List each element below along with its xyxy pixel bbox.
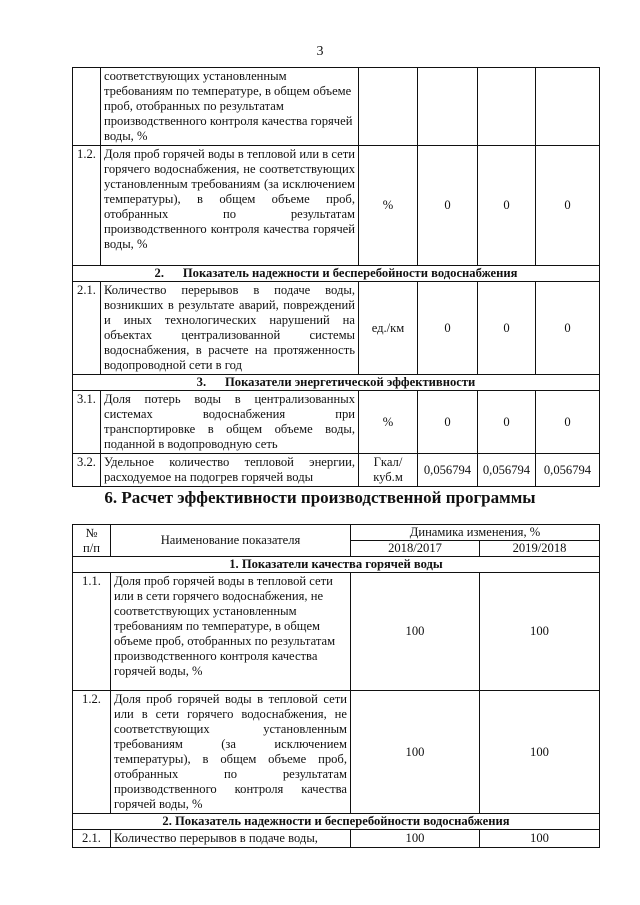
section-heading: 6. Расчет эффективности производственной программы — [104, 488, 536, 507]
value-cell: 0 — [536, 146, 600, 266]
value-cell: 100 — [480, 573, 600, 691]
value-cell: 0 — [478, 391, 536, 454]
unit-cell: Гкал/ куб.м — [359, 454, 418, 487]
section-title: 2. Показатель надежности и бесперебойности водоснабжения — [73, 266, 600, 282]
section-title: 2. Показатель надежности и бесперебойности водоснабжения — [73, 814, 600, 830]
row-number: 1.1. — [73, 573, 111, 691]
header-dynamics: Динамика изменения, % — [351, 525, 600, 541]
table-row — [73, 68, 600, 146]
table-row — [73, 391, 600, 454]
table-row — [73, 146, 600, 266]
table-row — [73, 573, 600, 691]
value-cell: 100 — [351, 573, 480, 691]
unit-cell: % — [359, 391, 418, 454]
value-cell: 100 — [351, 691, 480, 814]
indicator-text: соответствующих установленным требованиям по температуре, в общем объеме проб, отобранных по результатам производственного контроля качества горячей воды, % — [101, 68, 359, 146]
header-row — [73, 525, 600, 541]
indicator-text: Доля потерь воды в централизованных системах водоснабжения при транспортировке в общем объеме воды, поданной в водопроводную сеть — [101, 391, 359, 454]
row-number: 1.2. — [73, 146, 101, 266]
table-row — [73, 830, 600, 848]
section-row — [73, 814, 600, 830]
section-row — [73, 266, 600, 282]
value-cell: 0 — [478, 282, 536, 375]
indicator-text: Доля проб горячей воды в тепловой сети или в сети горячего водоснабжения, не соответствующих установленным требованиям (за исключением температуры), в общем объеме проб, отобранных по результатам производственного контроля качества горячей воды, % — [111, 691, 351, 814]
unit-cell: ед./км — [359, 282, 418, 375]
indicator-text: Доля проб горячей воды в тепловой сети или в сети горячего водоснабжения, не соответствующих установленным требованиям по температуре, в общем объеме проб, отобранных по результатам производственного контроля качества горячей воды, % — [111, 573, 351, 691]
value-cell: 0,056794 — [536, 454, 600, 487]
table-row — [73, 691, 600, 814]
header-number: № п/п — [73, 525, 111, 557]
header-year: 2018/2017 — [351, 541, 480, 557]
header-name: Наименование показателя — [111, 525, 351, 557]
value-cell: 100 — [480, 830, 600, 848]
value-cell: 100 — [480, 691, 600, 814]
unit-cell: % — [359, 146, 418, 266]
indicators-table — [72, 67, 600, 487]
value-cell: 0 — [418, 282, 478, 375]
value-cell: 100 — [351, 830, 480, 848]
indicator-text: Количество перерывов в подаче воды, возникших в результате аварий, повреждений и иных технологических нарушений на объектах централизованной системы водоснабжения, в расчете на протяженность водопроводной сети в год — [101, 282, 359, 375]
header-year: 2019/2018 — [480, 541, 600, 557]
value-cell: 0,056794 — [418, 454, 478, 487]
indicator-text: Удельное количество тепловой энергии, расходуемое на подогрев горячей воды — [101, 454, 359, 487]
efficiency-table — [72, 524, 600, 848]
indicator-text: Доля проб горячей воды в тепловой или в сети горячего водоснабжения, не соответствующих установленным требованиям (за исключением температуры), в общем объеме проб, отобранных по результатам производственного контроля качества горячей воды, % — [101, 146, 359, 266]
row-number: 2.1. — [73, 282, 101, 375]
value-cell: 0,056794 — [478, 454, 536, 487]
section-title: 1. Показатели качества горячей воды — [73, 557, 600, 573]
table-row — [73, 282, 600, 375]
row-number: 1.2. — [73, 691, 111, 814]
value-cell: 0 — [418, 146, 478, 266]
row-number: 3.2. — [73, 454, 101, 487]
row-number: 3.1. — [73, 391, 101, 454]
section-row — [73, 375, 600, 391]
value-cell: 0 — [418, 391, 478, 454]
row-number: 2.1. — [73, 830, 111, 848]
indicator-text: Количество перерывов в подаче воды, — [111, 830, 351, 848]
section-title: 3. Показатели энергетической эффективности — [73, 375, 600, 391]
section-row — [73, 557, 600, 573]
value-cell: 0 — [536, 282, 600, 375]
value-cell: 0 — [536, 391, 600, 454]
value-cell: 0 — [478, 146, 536, 266]
table-row — [73, 454, 600, 487]
page-number: 3 — [316, 44, 324, 59]
